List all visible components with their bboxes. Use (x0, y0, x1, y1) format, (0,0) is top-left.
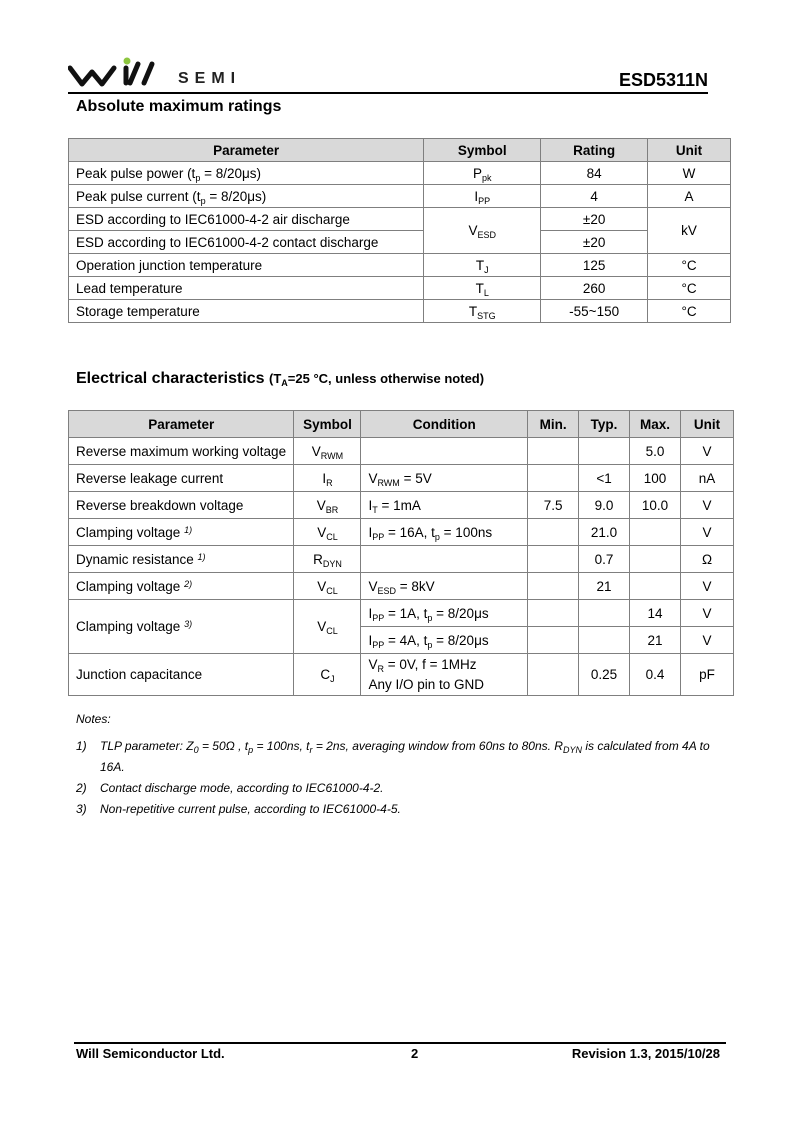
table-row (69, 438, 734, 465)
param-cell: Storage temperature (69, 300, 424, 323)
symbol-cell: $V_{CL}$ (294, 600, 361, 654)
col-header: Typ. (579, 411, 630, 438)
min-cell (528, 573, 579, 600)
param-cell: Clamping voltage $^{3)}$ (69, 600, 294, 654)
brand-text: SEMI (178, 70, 242, 87)
table-row (69, 600, 734, 627)
unit-cell: V (680, 600, 733, 627)
abs-max-table (68, 138, 731, 323)
symbol-cell: $V_{BR}$ (294, 492, 361, 519)
min-cell (528, 465, 579, 492)
rating-cell: 84 (541, 162, 648, 185)
table-row (69, 573, 734, 600)
col-header: Parameter (69, 139, 424, 162)
table-header-row (69, 411, 734, 438)
param-cell: ESD according to IEC61000-4-2 air discharge (69, 208, 424, 231)
condition-cell (361, 546, 528, 573)
note-item: 2) Contact discharge mode, according to IEC61000-4-2. (76, 781, 384, 795)
min-cell: 7.5 (528, 492, 579, 519)
min-cell (528, 600, 579, 627)
col-header: Min. (528, 411, 579, 438)
condition-cell: $V_{RWM} = 5V$ (361, 465, 528, 492)
footer-rule (74, 1042, 726, 1044)
col-header: Parameter (69, 411, 294, 438)
max-cell: 100 (630, 465, 681, 492)
condition-cell: $V_{ESD} = 8kV$ (361, 573, 528, 600)
table-row (69, 492, 734, 519)
col-header: Unit (648, 139, 731, 162)
typ-cell: <1 (579, 465, 630, 492)
symbol-cell: $R_{DYN}$ (294, 546, 361, 573)
table-row (69, 300, 731, 323)
max-cell (630, 573, 681, 600)
table-row (69, 185, 731, 208)
typ-cell: 0.7 (579, 546, 630, 573)
param-cell: Clamping voltage $^{2)}$ (69, 573, 294, 600)
col-header: Max. (630, 411, 681, 438)
symbol-cell: $T_{STG}$ (424, 300, 541, 323)
col-header: Symbol (424, 139, 541, 162)
header-rule (68, 92, 708, 94)
unit-cell: V (680, 573, 733, 600)
typ-cell: 9.0 (579, 492, 630, 519)
table-row (69, 254, 731, 277)
table-row (69, 208, 731, 231)
table-row (69, 231, 731, 254)
elec-title: Electrical characteristics ($T_A=25$ °C, unless otherwise noted) (76, 370, 485, 388)
unit-cell: °C (648, 277, 731, 300)
symbol-cell: $V_{CL}$ (294, 573, 361, 600)
param-cell: Peak pulse power $(t_p = 8/20\mu s)$ (69, 162, 424, 185)
unit-cell: V (680, 492, 733, 519)
param-cell: Clamping voltage $^{1)}$ (69, 519, 294, 546)
unit-cell: V (680, 519, 733, 546)
table-row (69, 465, 734, 492)
rating-cell: ±20 (541, 208, 648, 231)
unit-cell: A (648, 185, 731, 208)
unit-cell: pF (680, 654, 733, 696)
rating-cell: 260 (541, 277, 648, 300)
footer-company: Will Semiconductor Ltd. (76, 1046, 225, 1061)
condition-cell: $I_{PP} = 16A$, $t_p = 100ns$ (361, 519, 528, 546)
unit-cell: V (680, 438, 733, 465)
max-cell: 14 (630, 600, 681, 627)
param-cell: ESD according to IEC61000-4-2 contact discharge (69, 231, 424, 254)
table-row (69, 519, 734, 546)
max-cell (630, 546, 681, 573)
col-header: Symbol (294, 411, 361, 438)
note-item: 1) TLP parameter: $Z_0 = 50\Omega$ , $t_p = 100ns$, $t_r = 2ns$, averaging window from 60ns to 80ns. $R_{DYN}$ is calculated from 4A to 16A. (76, 739, 710, 774)
unit-cell: °C (648, 300, 731, 323)
table-row (69, 546, 734, 573)
rating-cell: ±20 (541, 231, 648, 254)
typ-cell: 21 (579, 573, 630, 600)
part-number: ESD5311N (618, 70, 708, 90)
unit-cell: kV (648, 208, 731, 254)
unit-cell: Ω (680, 546, 733, 573)
note-item: 3) Non-repetitive current pulse, according to IEC61000-4-5. (76, 802, 401, 816)
typ-cell: 0.25 (579, 654, 630, 696)
unit-cell: W (648, 162, 731, 185)
typ-cell (579, 600, 630, 627)
param-cell: Dynamic resistance $^{1)}$ (69, 546, 294, 573)
max-cell (630, 519, 681, 546)
rating-cell: 125 (541, 254, 648, 277)
rating-cell: 4 (541, 185, 648, 208)
condition-cell: $V_R = 0V$, f = 1MHz Any I/O pin to GND (361, 654, 528, 696)
table-row (69, 277, 731, 300)
table-row (69, 654, 734, 696)
table-header-row (69, 139, 731, 162)
footer-revision: Revision 1.3, 2015/10/28 (571, 1046, 720, 1061)
will-semi-logo (68, 56, 178, 88)
min-cell (528, 627, 579, 654)
symbol-cell: $I_R$ (294, 465, 361, 492)
notes-heading: Notes: (76, 712, 111, 726)
param-cell: Operation junction temperature (69, 254, 424, 277)
abs-max-title: Absolute maximum ratings (76, 98, 282, 115)
min-cell (528, 438, 579, 465)
condition-cell (361, 438, 528, 465)
symbol-cell: $P_{pk}$ (424, 162, 541, 185)
col-header: Condition (361, 411, 528, 438)
min-cell (528, 519, 579, 546)
col-header: Unit (680, 411, 733, 438)
param-cell: Reverse leakage current (69, 465, 294, 492)
param-cell: Reverse breakdown voltage (69, 492, 294, 519)
max-cell: 21 (630, 627, 681, 654)
max-cell: 0.4 (630, 654, 681, 696)
param-cell: Reverse maximum working voltage (69, 438, 294, 465)
page-number: 2 (411, 1046, 419, 1061)
notes-section (76, 709, 736, 820)
max-cell: 5.0 (630, 438, 681, 465)
symbol-cell: $C_J$ (294, 654, 361, 696)
param-cell: Junction capacitance (69, 654, 294, 696)
condition-cell: $I_{PP} = 1A$, $t_p = 8/20\mu s$ (361, 600, 528, 627)
unit-cell: V (680, 627, 733, 654)
typ-cell: 21.0 (579, 519, 630, 546)
typ-cell (579, 627, 630, 654)
symbol-cell: $V_{ESD}$ (424, 208, 541, 254)
unit-cell: °C (648, 254, 731, 277)
symbol-cell: $V_{CL}$ (294, 519, 361, 546)
symbol-cell: $T_J$ (424, 254, 541, 277)
condition-cell: $I_{PP} = 4A$, $t_p = 8/20\mu s$ (361, 627, 528, 654)
min-cell (528, 546, 579, 573)
rating-cell: -55~150 (541, 300, 648, 323)
symbol-cell: $I_{PP}$ (424, 185, 541, 208)
param-cell: Peak pulse current $(t_p = 8/20\mu s)$ (69, 185, 424, 208)
max-cell: 10.0 (630, 492, 681, 519)
symbol-cell: $T_L$ (424, 277, 541, 300)
elec-table (68, 410, 734, 696)
col-header: Rating (541, 139, 648, 162)
typ-cell (579, 438, 630, 465)
param-cell: Lead temperature (69, 277, 424, 300)
symbol-cell: $V_{RWM}$ (294, 438, 361, 465)
min-cell (528, 654, 579, 696)
unit-cell: nA (680, 465, 733, 492)
condition-cell: $I_T = 1mA$ (361, 492, 528, 519)
table-row (69, 162, 731, 185)
